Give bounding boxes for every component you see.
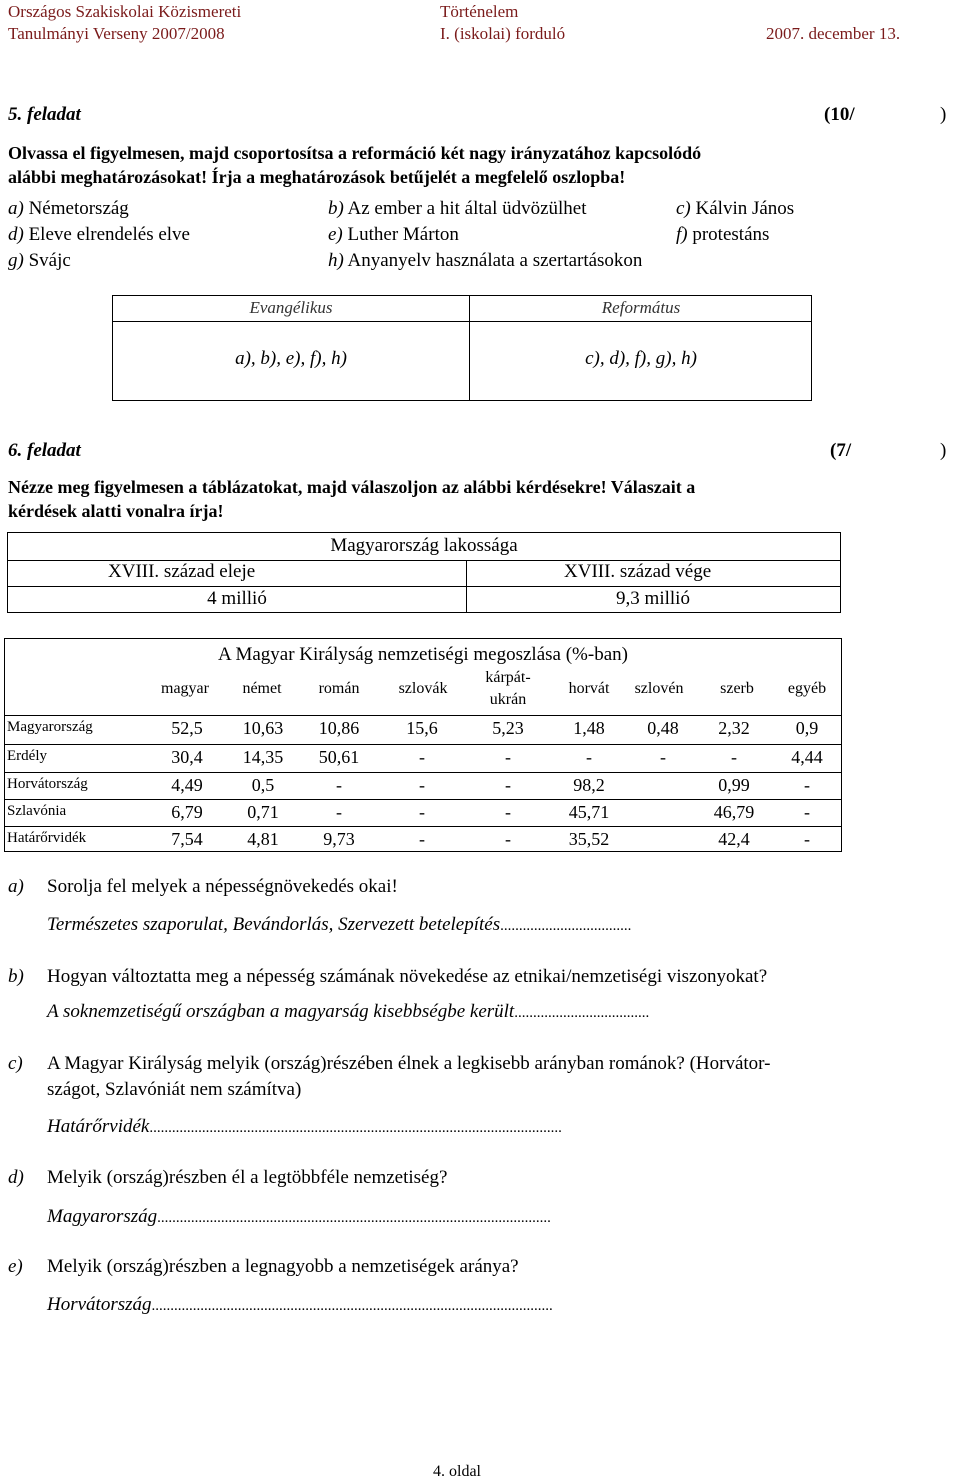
col-croatian: horvát	[568, 680, 610, 697]
header-competition: Országos Szakiskolai Közismereti	[8, 2, 242, 21]
cell: -	[505, 747, 511, 767]
cell: 10,86	[318, 718, 360, 738]
cell: 5,23	[492, 718, 524, 738]
cell: 7,54	[171, 829, 203, 849]
col-hungarian: magyar	[161, 680, 209, 697]
question-c-answer: Határőrvidék..............................................................................................................	[47, 1116, 562, 1137]
task5-col-evangelical-header: Evangélikus	[249, 298, 333, 317]
cell: -	[804, 802, 810, 822]
question-d-answer: Magyarország.........................................................................................................	[47, 1206, 551, 1227]
cell: 4,81	[247, 829, 279, 849]
task5-item-b: b) Az ember a hit által üdvözülhet	[328, 198, 587, 219]
ethnic-distribution-table	[4, 638, 842, 852]
question-c-letter: c)	[8, 1053, 23, 1074]
question-b-letter: b)	[8, 966, 24, 987]
cell: -	[336, 802, 342, 822]
task6-points-close: )	[940, 440, 947, 461]
page-number: 4. oldal	[433, 1463, 481, 1480]
question-a-answer: Természetes szaporulat, Bevándorlás, Szervezett betelepítés...................................	[47, 914, 632, 935]
question-e-text: Melyik (ország)részben a legnagyobb a nemzetiségek aránya?	[47, 1256, 519, 1277]
task6-title: 6. feladat	[8, 440, 81, 461]
header-round: I. (iskolai) forduló	[440, 24, 566, 43]
task5-item-c: c) Kálvin János	[676, 198, 795, 219]
cell: 52,5	[171, 718, 203, 738]
question-a-text: Sorolja fel melyek a népességnövekedés okai!	[47, 876, 398, 897]
row-label-hungary: Magyarország	[7, 719, 93, 735]
row-label-transylvania: Erdély	[7, 748, 47, 764]
cell: -	[505, 802, 511, 822]
col-ruthenian-2: ukrán	[489, 691, 527, 708]
header-competition-year: Tanulmányi Verseny 2007/2008	[8, 24, 225, 43]
cell: -	[419, 829, 425, 849]
cell: 15,6	[406, 718, 438, 738]
task5-item-g: g) Svájc	[8, 250, 71, 271]
question-b-answer: A soknemzetiségű országban a magyarság kisebbségbe került....................................	[47, 1001, 650, 1022]
cell: 1,48	[573, 718, 605, 738]
ethnic-table-title: A Magyar Királyság nemzetiségi megoszlása (%-ban)	[218, 644, 628, 665]
col-ruthenian-1: kárpát-	[485, 669, 531, 686]
cell: 35,52	[568, 829, 610, 849]
cell: 0,71	[247, 802, 279, 822]
header-date: 2007. december 13.	[766, 24, 901, 43]
col-other: egyéb	[787, 680, 827, 697]
col-romanian: román	[318, 680, 360, 697]
task5-instruction-line1: Olvassa el figyelmesen, majd csoportosítsa a reformáció két nagy irányzatához kapcsolódó	[8, 143, 702, 163]
question-d-letter: d)	[8, 1167, 24, 1188]
question-c-text-line2: szágot, Szlavóniát nem számítva)	[47, 1079, 302, 1100]
task5-item-d: d) Eleve elrendelés elve	[8, 224, 190, 245]
cell: 10,63	[242, 718, 284, 738]
cell: 50,61	[318, 747, 360, 767]
cell: 2,32	[718, 718, 750, 738]
cell: 9,73	[323, 829, 355, 849]
population-table	[7, 532, 841, 613]
cell: -	[804, 775, 810, 795]
col-serbian: szerb	[720, 680, 754, 697]
row-label-military-frontier: Határőrvidék	[7, 830, 87, 846]
cell: 0,99	[718, 775, 750, 795]
question-b-text: Hogyan változtatta meg a népesség számának növekedése az etnikai/nemzetiségi viszonyokat?	[47, 966, 768, 987]
cell: -	[505, 829, 511, 849]
cell: 4,44	[791, 747, 823, 767]
population-col-early: XVIII. század eleje	[108, 561, 256, 582]
task5-col-reformed-header: Református	[601, 298, 681, 317]
row-label-croatia: Horvátország	[7, 776, 88, 792]
task5-points: (10/	[824, 104, 855, 125]
question-e-letter: e)	[8, 1256, 23, 1277]
col-slovak: szlovák	[398, 680, 448, 697]
task5-col-evangelical-answer: a), b), e), f), h)	[235, 348, 347, 369]
population-col-late: XVIII. század vége	[564, 561, 712, 582]
cell: -	[419, 775, 425, 795]
question-e-answer: Horvátország...........................................................................................................	[47, 1294, 553, 1315]
col-german: német	[242, 680, 282, 697]
cell: -	[731, 747, 737, 767]
population-value-early: 4 millió	[207, 588, 267, 609]
task5-title: 5. feladat	[8, 104, 81, 125]
task5-points-close: )	[940, 104, 947, 125]
task6-instruction-line2: kérdések alatti vonalra írja!	[8, 501, 224, 521]
cell: 98,2	[573, 775, 605, 795]
row-label-slavonia: Szlavónia	[7, 803, 67, 819]
population-value-late: 9,3 millió	[616, 588, 690, 609]
cell: 6,79	[171, 802, 203, 822]
task5-item-f: f) protestáns	[676, 224, 770, 245]
question-d-text: Melyik (ország)részben él a legtöbbféle nemzetiség?	[47, 1167, 448, 1188]
col-slovenian: szlovén	[634, 680, 684, 697]
cell: -	[505, 775, 511, 795]
header-subject: Történelem	[440, 2, 519, 21]
task5-item-h: h) Anyanyelv használata a szertartásokon	[328, 250, 643, 271]
cell: 0,48	[647, 718, 679, 738]
task6-instruction-line1: Nézze meg figyelmesen a táblázatokat, majd válaszoljon az alábbi kérdésekre! Válaszait a	[8, 477, 696, 497]
cell: 0,5	[251, 775, 275, 795]
cell: 30,4	[171, 747, 203, 767]
task6-points: (7/	[830, 440, 852, 461]
task5-answer-table	[112, 295, 812, 401]
population-table-title: Magyarország lakossága	[330, 535, 518, 556]
cell: 45,71	[568, 802, 610, 822]
task5-item-a: a) Németország	[8, 198, 129, 219]
task5-item-e: e) Luther Márton	[328, 224, 459, 245]
question-a-letter: a)	[8, 876, 24, 897]
cell: 42,4	[718, 829, 750, 849]
cell: 0,9	[795, 718, 819, 738]
cell: -	[804, 829, 810, 849]
cell: 46,79	[713, 802, 755, 822]
cell: -	[419, 747, 425, 767]
cell: -	[336, 775, 342, 795]
task5-col-reformed-answer: c), d), f), g), h)	[585, 348, 697, 369]
question-c-text-line1: A Magyar Királyság melyik (ország)részében élnek a legkisebb arányban románok? (Horvátor-	[47, 1053, 771, 1074]
cell: 4,49	[171, 775, 203, 795]
cell: -	[419, 802, 425, 822]
task5-instruction-line2: alábbi meghatározásokat! Írja a meghatározások betűjelét a megfelelő oszlopba!	[8, 167, 626, 187]
cell: 14,35	[242, 747, 284, 767]
cell: -	[586, 747, 592, 767]
cell: -	[660, 747, 666, 767]
